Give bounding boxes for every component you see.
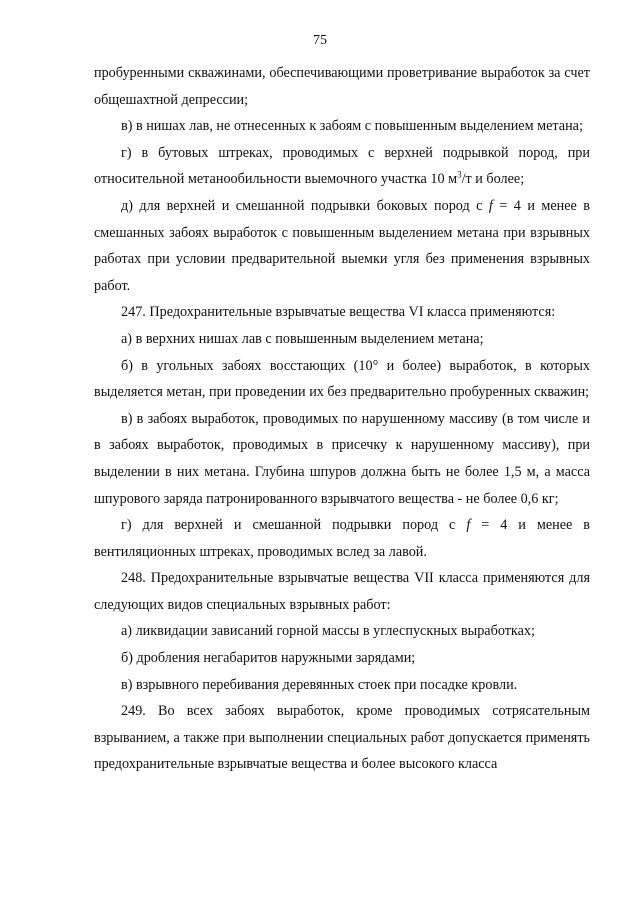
paragraph-item-b-oversize: б) дробления негабаритов наружными зарядами;	[121, 650, 416, 667]
math-symbol-f: f	[466, 517, 471, 534]
paragraph-section-249: 249. Во всех забоях выработок, кроме проводимых сотрясательным взрыванием, а также при выполнении специальных работ допускается применять предохранительные взрывчатые вещества и более высокого класса	[94, 703, 590, 773]
paragraph-item-v-props: в) взрывного перебивания деревянных стоек при посадке кровли.	[121, 676, 518, 693]
paragraph-item-d-ripping	[94, 193, 590, 299]
document-body	[94, 60, 590, 778]
paragraph-text: = 4 и менее в смешанных забоях выработок с повышенным выделением метана при взрывных работах при условии предварительной выемки угля без применения взрывных работ.	[94, 197, 590, 294]
paragraph-text: /т и более;	[461, 171, 525, 188]
paragraph-section-247: 247. Предохранительные взрывчатые вещества VI класса применяются:	[121, 304, 556, 321]
paragraph-item-a-hang-ups: а) ликвидации зависаний горной массы в углеспускных выработках;	[121, 623, 535, 640]
superscript-3: 3	[457, 169, 462, 180]
math-symbol-f: f	[488, 197, 493, 214]
paragraph-text: = 4 и менее в вентиляционных штреках, проводимых вслед за лавой.	[94, 517, 590, 560]
page-number: 75	[313, 33, 327, 48]
paragraph-text: д) для верхней и смешанной подрывки боковых пород с	[121, 197, 489, 214]
paragraph-item-a-upper-niches: а) в верхних нишах лав с повышенным выделением метана;	[121, 330, 484, 347]
paragraph-continuation: пробуренными скважинами, обеспечивающими проветривание выработок за счет общешахтной депрессии;	[94, 65, 590, 108]
paragraph-item-v-disturbed-massif: в) в забоях выработок, проводимых по нарушенному массиву (в том числе и в забоях выработок, проводимых в присечку к нарушенному массиву), при выделении в них метана. Глубина шпуров должна быть не более 1,5 м, а масса шпурового заряда патронированного взрывчатого вещества - не более 0,6 кг;	[94, 410, 590, 507]
paragraph-item-b-coal-faces: б) в угольных забоях восстающих (10° и более) выработок, в которых выделяется метан, при проведении их без предварительно пробуренных скважин;	[94, 357, 590, 401]
paragraph-section-248: 248. Предохранительные взрывчатые вещества VII класса применяются для следующих видов специальных взрывных работ:	[94, 570, 590, 613]
paragraph-text: г) для верхней и смешанной подрывки пород с	[121, 517, 467, 534]
paragraph-text: г) в бутовых штреках, проводимых с верхней подрывкой пород, при относительной метанообильности выемочного участка 10 м	[94, 144, 590, 188]
paragraph-item-g-ventilation-drifts	[94, 512, 590, 565]
paragraph-item-g-drifts	[94, 140, 590, 193]
paragraph-item-v-niches: в) в нишах лав, не отнесенных к забоям с повышенным выделением метана;	[121, 118, 583, 135]
